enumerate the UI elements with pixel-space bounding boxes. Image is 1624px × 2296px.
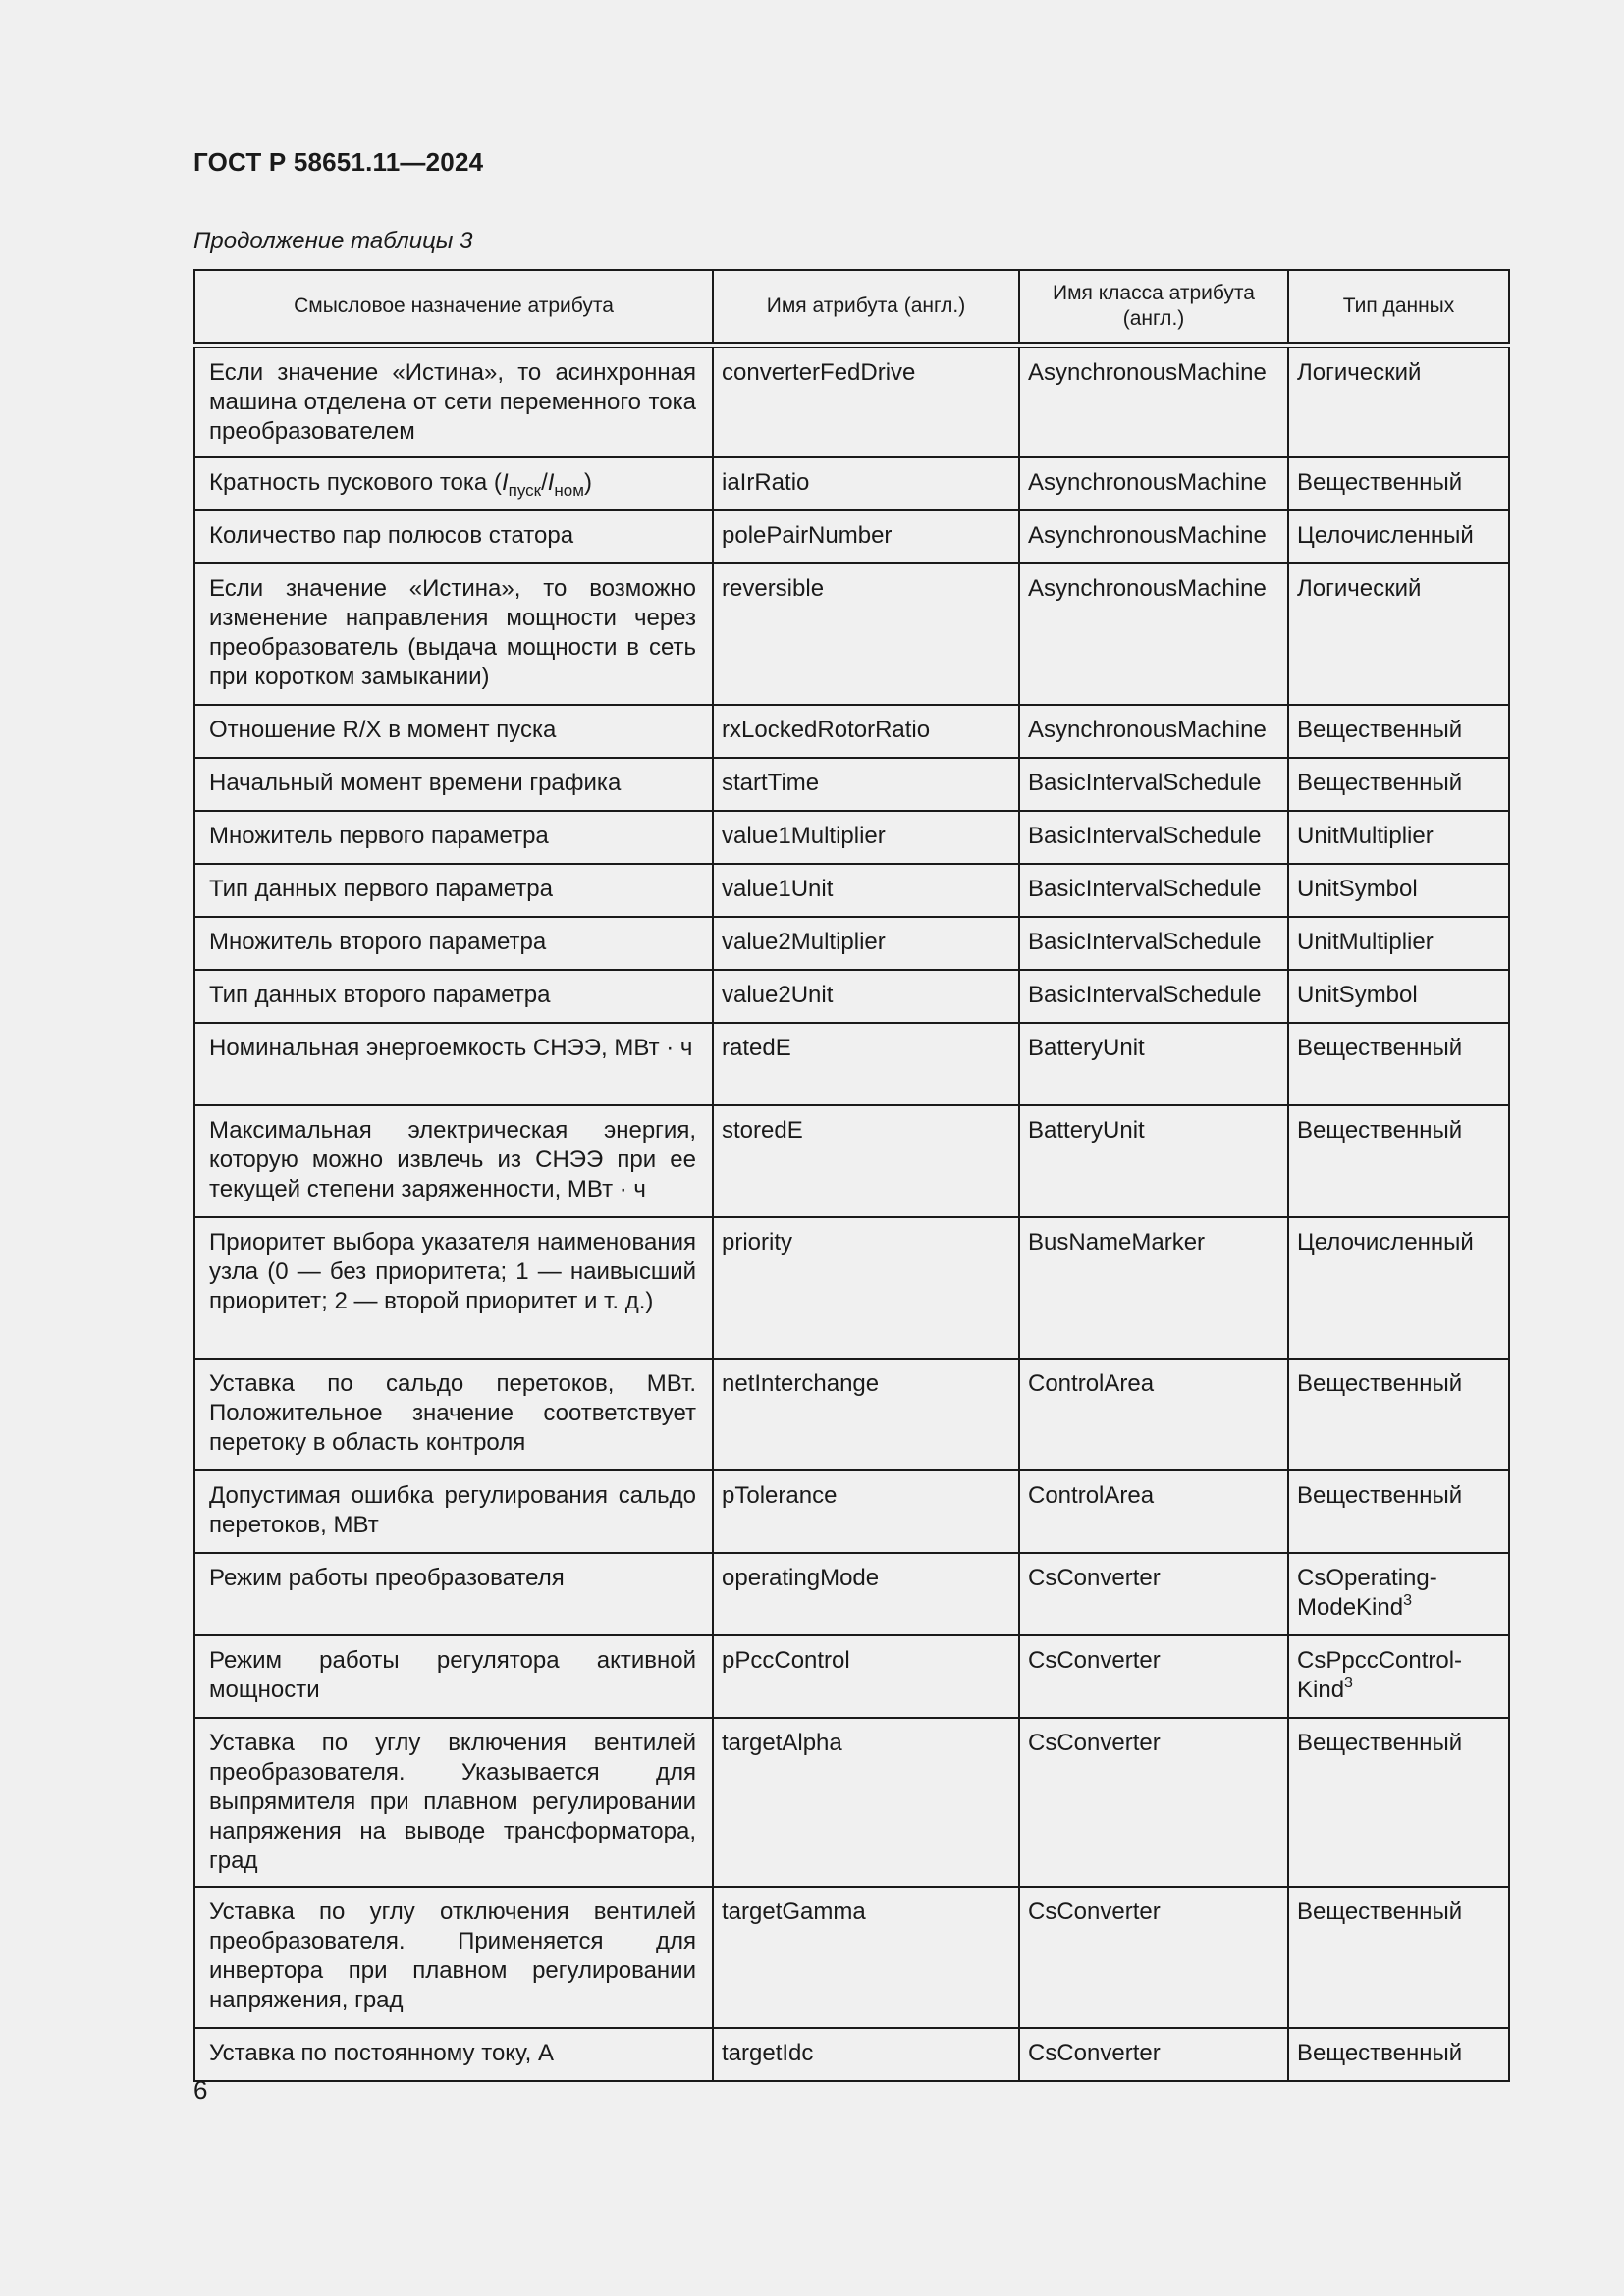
description-cell: Уставка по сальдо перетоков, МВт. Положительное значение соответствует перетоку в область контроля xyxy=(194,1359,713,1470)
class-name-cell: BasicIntervalSchedule xyxy=(1019,758,1288,811)
description-text: Кратность пускового тока ( xyxy=(209,469,502,496)
attribute-name-cell: iaIrRatio xyxy=(713,457,1019,510)
description-cell: Тип данных первого параметра xyxy=(194,864,713,917)
class-name-cell: AsynchronousMachine xyxy=(1019,457,1288,510)
table-row xyxy=(194,1470,1509,1553)
class-name-cell: BasicIntervalSchedule xyxy=(1019,864,1288,917)
class-name-cell: AsynchronousMachine xyxy=(1019,510,1288,563)
description-cell: Если значение «Истина», то возможно изменение направления мощности через преобразователь (выдача мощности в сеть при коротком замыкании) xyxy=(194,563,713,705)
current-symbol: I xyxy=(501,469,509,496)
data-type-cell: Вещественный xyxy=(1288,457,1509,510)
data-type-cell: Вещественный xyxy=(1288,1023,1509,1105)
table-row xyxy=(194,563,1509,705)
description-cell: Тип данных второго параметра xyxy=(194,970,713,1023)
data-type-cell: Вещественный xyxy=(1288,1470,1509,1553)
attribute-name-cell: value1Unit xyxy=(713,864,1019,917)
attribute-name-cell: ratedE xyxy=(713,1023,1019,1105)
description-cell: Если значение «Истина», то асинхронная машина отделена от сети переменного тока преобразователем xyxy=(194,346,713,458)
table-row xyxy=(194,758,1509,811)
description-cell: Уставка по постоянному току, А xyxy=(194,2028,713,2081)
document-header: ГОСТ Р 58651.11—2024 xyxy=(193,147,484,177)
description-cell: Уставка по углу включения вентилей преобразователя. Указывается для выпрямителя при плавном регулировании напряжения на выводе трансформатора, град xyxy=(194,1718,713,1887)
separator: / xyxy=(541,469,548,496)
class-name-cell: CsConverter xyxy=(1019,2028,1288,2081)
attribute-name-cell: value1Multiplier xyxy=(713,811,1019,864)
class-name-cell: BasicIntervalSchedule xyxy=(1019,811,1288,864)
column-header: Имя атрибута (англ.) xyxy=(713,270,1019,346)
data-type-cell: Логический xyxy=(1288,346,1509,458)
data-type-cell: Целочисленный xyxy=(1288,510,1509,563)
description-cell: Уставка по углу отключения вентилей преобразователя. Применяется для инвертора при плавном регулировании напряжения, град xyxy=(194,1887,713,2028)
data-type-cell: Логический xyxy=(1288,563,1509,705)
description-cell: Количество пар полюсов статора xyxy=(194,510,713,563)
attribute-name-cell: priority xyxy=(713,1217,1019,1359)
attribute-name-cell: pPccControl xyxy=(713,1635,1019,1718)
data-type-cell: Вещественный xyxy=(1288,2028,1509,2081)
data-type-cell: UnitMultiplier xyxy=(1288,811,1509,864)
attribute-name-cell: reversible xyxy=(713,563,1019,705)
table-row xyxy=(194,970,1509,1023)
subscript: ном xyxy=(554,481,584,500)
attribute-name-cell: targetAlpha xyxy=(713,1718,1019,1887)
current-symbol: I xyxy=(547,469,555,496)
description-cell: Множитель второго параметра xyxy=(194,917,713,970)
attribute-name-cell: targetIdc xyxy=(713,2028,1019,2081)
table-row xyxy=(194,1635,1509,1718)
data-type-cell: Вещественный xyxy=(1288,1105,1509,1217)
data-type-cell: Целочисленный xyxy=(1288,1217,1509,1359)
attribute-name-cell: targetGamma xyxy=(713,1887,1019,2028)
data-type-cell: UnitSymbol xyxy=(1288,864,1509,917)
data-type-cell xyxy=(1288,1635,1509,1718)
class-name-cell: ControlArea xyxy=(1019,1470,1288,1553)
data-type-cell xyxy=(1288,1553,1509,1635)
data-type-cell: Вещественный xyxy=(1288,1718,1509,1887)
description-cell: Множитель первого параметра xyxy=(194,811,713,864)
attribute-name-cell: operatingMode xyxy=(713,1553,1019,1635)
data-type-cell: Вещественный xyxy=(1288,758,1509,811)
closing-paren: ) xyxy=(583,469,592,496)
attribute-name-cell: netInterchange xyxy=(713,1359,1019,1470)
table-row xyxy=(194,1023,1509,1105)
class-name-cell: BatteryUnit xyxy=(1019,1023,1288,1105)
column-header: Тип данных xyxy=(1288,270,1509,346)
class-name-cell: CsConverter xyxy=(1019,1553,1288,1635)
data-type-cell: UnitMultiplier xyxy=(1288,917,1509,970)
attribute-name-cell: converterFedDrive xyxy=(713,346,1019,458)
class-name-cell: AsynchronousMachine xyxy=(1019,346,1288,458)
attribute-name-cell: storedE xyxy=(713,1105,1019,1217)
page-number: 6 xyxy=(193,2075,208,2105)
class-name-cell: BatteryUnit xyxy=(1019,1105,1288,1217)
class-name-cell: CsConverter xyxy=(1019,1635,1288,1718)
description-cell: Режим работы преобразователя xyxy=(194,1553,713,1635)
table-caption: Продолжение таблицы 3 xyxy=(193,228,473,254)
table-row xyxy=(194,917,1509,970)
footnote-marker: 3 xyxy=(1403,1592,1412,1609)
table-row xyxy=(194,1359,1509,1470)
table-header-row xyxy=(194,270,1509,346)
attributes-table xyxy=(193,269,1510,2082)
class-name-cell: BusNameMarker xyxy=(1019,1217,1288,1359)
data-type-cell: UnitSymbol xyxy=(1288,970,1509,1023)
table-row xyxy=(194,346,1509,458)
table-row xyxy=(194,1217,1509,1359)
table-row xyxy=(194,510,1509,563)
class-name-cell: CsConverter xyxy=(1019,1887,1288,2028)
data-type-cell: Вещественный xyxy=(1288,705,1509,758)
class-name-cell: ControlArea xyxy=(1019,1359,1288,1470)
attribute-name-cell: rxLockedRotorRatio xyxy=(713,705,1019,758)
description-cell: Режим работы регулятора активной мощности xyxy=(194,1635,713,1718)
description-cell: Допустимая ошибка регулирования сальдо перетоков, МВт xyxy=(194,1470,713,1553)
table-row xyxy=(194,1553,1509,1635)
subscript: пуск xyxy=(508,481,542,500)
data-type-cell: Вещественный xyxy=(1288,1359,1509,1470)
table-row xyxy=(194,864,1509,917)
table-row xyxy=(194,1718,1509,1887)
table-row xyxy=(194,1887,1509,2028)
class-name-cell: CsConverter xyxy=(1019,1718,1288,1887)
description-cell: Номинальная энергоемкость СНЭЭ, МВт · ч xyxy=(194,1023,713,1105)
data-type-text: CsOperating-ModeKind xyxy=(1297,1565,1437,1621)
class-name-cell: AsynchronousMachine xyxy=(1019,705,1288,758)
class-name-cell: AsynchronousMachine xyxy=(1019,563,1288,705)
description-cell: Начальный момент времени графика xyxy=(194,758,713,811)
class-name-cell: BasicIntervalSchedule xyxy=(1019,917,1288,970)
attribute-name-cell: polePairNumber xyxy=(713,510,1019,563)
description-cell: Приоритет выбора указателя наименования узла (0 — без приоритета; 1 — наивысший приоритет; 2 — второй приоритет и т. д.) xyxy=(194,1217,713,1359)
table-row xyxy=(194,1105,1509,1217)
table-row xyxy=(194,2028,1509,2081)
description-cell xyxy=(194,457,713,510)
description-cell: Максимальная электрическая энергия, которую можно извлечь из СНЭЭ при ее текущей степени заряженности, МВт · ч xyxy=(194,1105,713,1217)
footnote-marker: 3 xyxy=(1344,1675,1353,1691)
data-type-text: CsPpccControl-Kind xyxy=(1297,1647,1463,1703)
data-type-cell: Вещественный xyxy=(1288,1887,1509,2028)
table-row xyxy=(194,811,1509,864)
attribute-name-cell: startTime xyxy=(713,758,1019,811)
attribute-name-cell: value2Unit xyxy=(713,970,1019,1023)
column-header: Смысловое назначение атрибута xyxy=(194,270,713,346)
description-cell: Отношение R/X в момент пуска xyxy=(194,705,713,758)
table-row xyxy=(194,457,1509,510)
class-name-cell: BasicIntervalSchedule xyxy=(1019,970,1288,1023)
attribute-name-cell: value2Multiplier xyxy=(713,917,1019,970)
column-header: Имя класса атрибута (англ.) xyxy=(1019,270,1288,346)
attribute-name-cell: pTolerance xyxy=(713,1470,1019,1553)
table-row xyxy=(194,705,1509,758)
